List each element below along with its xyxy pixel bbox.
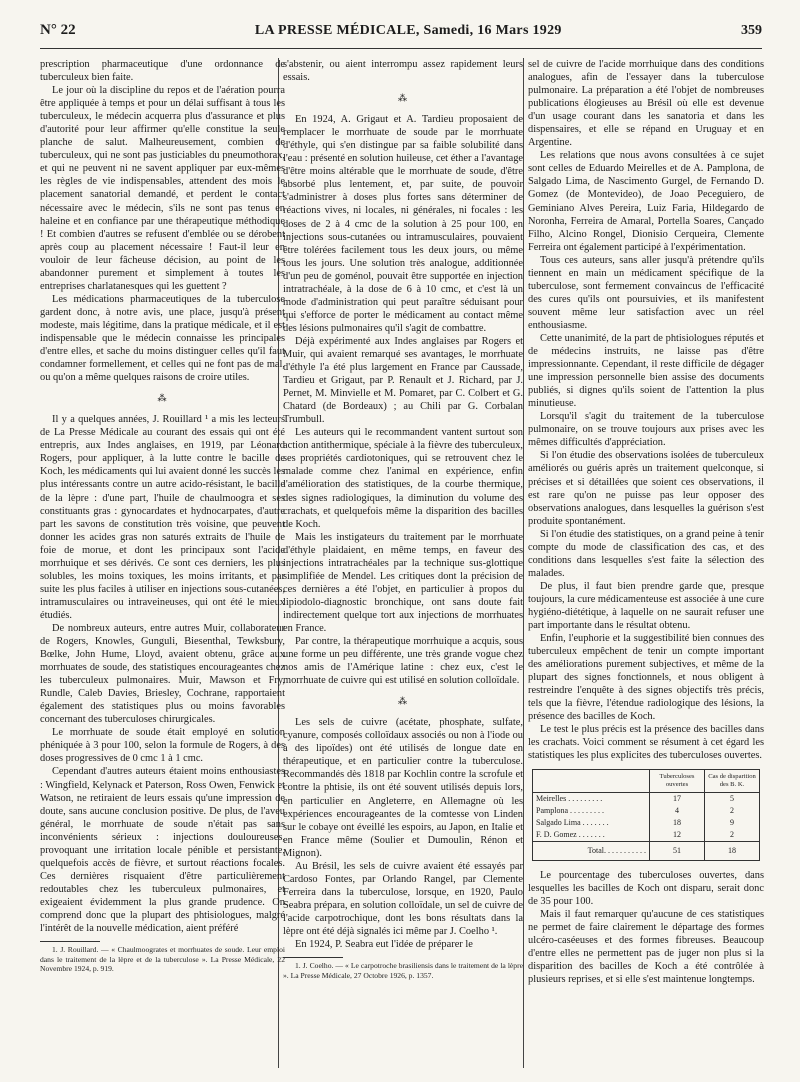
paragraph: Déjà expérimenté aux Indes anglaises par Rogers et Muir, qui avaient remarqué ses avantages, le morrhuate d'éthyle l'a été plus largement en France par Caussade, Tardieu et Grigaut, par P. Renault et J. Richard, par J. Pernet, M. Minvielle et M. Pomaret, par C. Colbert et G. Chatard (de Bordeaux) ; au Chili par G. Corbalan Trumbull. bbox=[283, 335, 523, 426]
table-header-open-cases: Tuberculoses ouvertes bbox=[650, 769, 705, 792]
paragraph: prescription pharmaceutique d'une ordonnance de tuberculeux bien faite. bbox=[40, 59, 285, 84]
table-cell-author: Pamplona . . . . . . . . . bbox=[536, 805, 604, 815]
paragraph: Le jour où la discipline du repos et de l'aération pourra être appliquée à temps et pour un délai suffisant à tous les tuberculeux, le médecin acquerra plus d'assurance et plus d'autorité pour leur affirmer qu'elle constitue la seule planche de salut. Malheureusement, combien de tuberculeux, qui ne sont pas justiciables du pneumothorax, et qui ne peuvent ni ne savent appliquer par eux-mêmes les règles de vie indispensables, attendent des mois le placement sanatorial demandé, et perdent le contact nécessaire avec le médecin, s'ils ne sont pas tenus en haleine et en confiance par une thérapeutique méthodique ! Et combien d'autres se refusent d'emblée ou se dérobent après coup au placement nécessaire ! Faut-il leur en vouloir de leur fâcheuse décision, au point de les abandonner purement et simplement à toutes les entreprises charlatanesques qui les guettent ? bbox=[40, 85, 285, 292]
paragraph: De plus, il faut bien prendre garde que, presque toujours, la cure médicamenteuse est associée à une cure hygiéno-diététique, à laquelle on ne saurait refuser une part importante dans le résultat obtenu. bbox=[528, 580, 764, 632]
section-separator: ⁂ bbox=[398, 696, 408, 707]
paragraph: sel de cuivre de l'acide morrhuique dans des conditions analogues, afin de l'essayer dans la tuberculose pulmonaire. La préparation a été l'objet de nombreuses publications élogieuses au Brésil où elle est devenue d'un usage courant dans les sanatoria et dans les dispensaires, et elle se répand en Uruguay et en Argentine. bbox=[528, 59, 764, 149]
table-header-row bbox=[533, 769, 760, 792]
table-cell-value: 5 bbox=[705, 792, 760, 805]
table-header-bk-disappearance: Cas de disparition des B. K. bbox=[705, 769, 760, 792]
paragraph: Cependant d'autres auteurs étaient moins enthousiastes : Wingfield, Kelynack et Paterson, Ross Owen, Fenwick et Watson, ne retiraient de leurs essais qu'une impression de doute, sans aucune conclusion positive. De plus, de l'aveu général, le morrhuate de soude n'était pas sans inconvénients sérieux : injections douloureuses, provoquant une irritation locale pénible et persistante, quelquefois accès de fièvre, et surtout réactions focales. Ces dernières risquaient d'être particulièrement redoutables chez les tuberculeux pulmonaires, et exigeaient évidemment la plus grande prudence. On comprend donc que la plupart des phtisiologues, malgré l'intérêt de la nouvelle médication, aient préféré bbox=[40, 766, 285, 935]
column-2 bbox=[283, 58, 523, 1076]
table-cell-value: 2 bbox=[705, 805, 760, 817]
table-row bbox=[533, 805, 760, 817]
column-1 bbox=[40, 58, 285, 1076]
header-rule bbox=[40, 48, 762, 49]
footnote-rule bbox=[283, 957, 343, 958]
table-header-blank bbox=[533, 769, 650, 792]
paragraph: Les médications pharmaceutiques de la tuberculose gardent donc, à notre avis, une place, jusqu'à présent modeste, mais légitime, dans la pratique médicale, et il est indispensable que le médecin connaisse les principales d'entre elles, et sache du moins distinguer celles qu'il faut condamner formellement, et celles qui ne font pas de mal, ou qu'on a même quelques raisons de croire utiles. bbox=[40, 293, 285, 384]
table-total-row bbox=[533, 841, 760, 860]
paragraph: Le morrhuate de soude était employé en solution phéniquée à 3 pour 100, selon la formule de Rogers, à des doses progressives de 0 cmc 1 à 1 cmc. bbox=[40, 727, 285, 765]
paragraph: Mais il faut remarquer qu'aucune de ces statistiques ne permet de faire clairement le départage des formes ulcéro-caséeuses et des formes fibreuses. Beaucoup d'entre elles ne permettent pas de juger non plus si la disparition des bacilles de Koch a été contrôlée à plusieurs reprises, et si elle s'est maintenue longtemps. bbox=[528, 908, 764, 985]
table-cell-value: 2 bbox=[705, 829, 760, 842]
table-cell-author: Salgado Lima . . . . . . . bbox=[536, 817, 609, 827]
page-number: 359 bbox=[741, 23, 762, 38]
table-total-value: 51 bbox=[650, 841, 705, 860]
paragraph: Au Brésil, les sels de cuivre avaient été essayés par Cardoso Fontes, par Orlando Rangel, par Clemente Ferreira dans la tuberculose, lorsque, en 1920, Paulo Seabra prépara, en solution colloïdale, un sel de cuivre de l'acide carpotrochique, dont les bons résultats dans la lèpre ont été déjà signalés ici même par J. Coelho ¹. bbox=[283, 860, 523, 937]
table-cell-value: 17 bbox=[650, 792, 705, 805]
column-3 bbox=[528, 58, 764, 1076]
footnote: 1. J. Coelho. — « Le carpotroche brasiliensis dans le traitement de la lèpre ». La Presse Médicale, 27 Octobre 1926, p. 1357. bbox=[283, 961, 523, 980]
paragraph: Il y a quelques années, J. Rouillard ¹ a mis les lecteurs de La Presse Médicale au courant des essais qui ont été entrepris, aux Indes anglaises, en 1919, par Léonard Rogers, pour appliquer, à la lutte contre le bacille de Koch, les médicaments qui lui avaient donné les succès les plus intéressants contre un autre acido-résistant, le bacille de la lèpre : d'une part, l'huile de chaulmoogra et ses constituants gras : gynocardates et hydnocarpates, d'autre part les savons de constitution très voisine, que peuvent donner les acides gras non saturés extraits de l'huile de foie de morue, et dont les principaux sont l'acide morrhuique et ses dérivés. Ce sont ces derniers, les plus solubles, les moins toxiques, les moins irritants, et par suite les plus faciles à utiliser en injections sous-cutanées, intramusculaires ou intraveineuses, qui ont été le mieux étudiés. bbox=[40, 414, 285, 621]
table-cell-author: Meirelles . . . . . . . . . bbox=[536, 793, 603, 803]
paragraph: Si l'on étudie des statistiques, on a grand peine à tenir compte du mode de classification des cas, et des conditions dans lesquelles s'est faite la sélection des malades. bbox=[528, 528, 764, 579]
paragraph: Le pourcentage des tuberculoses ouvertes, dans lesquelles les bacilles de Koch ont disparu, serait donc de 35 pour 100. bbox=[528, 869, 764, 907]
paragraph: Par contre, la thérapeutique morrhuique a acquis, sous une forme un peu différente, une très grande vogue chez nos amis de l'Amérique latine : chez eux, c'est le morrhuate de cuivre qui est utilisé en solution colloïdale. bbox=[283, 636, 523, 687]
paragraph: Si l'on étudie des observations isolées de tuberculeux améliorés ou guéris après un traitement quelconque, si précises et si détaillées que soient ces observations, il est rare qu'on ne puisse pas leur opposer des observations analogues, dans lesquelles la guérison s'est produite spontanément. bbox=[528, 450, 764, 527]
table-total-label: Total. . . . . . . . . . . bbox=[533, 841, 650, 860]
table-row bbox=[533, 829, 760, 842]
paragraph: Tous ces auteurs, sans aller jusqu'à prétendre qu'ils tiennent en main un médicament spécifique de la tuberculose, sont fermement convaincus de l'efficacité des cures qu'ils ont poursuivies, et ils manifestent souvent même leur satisfaction avec un réel enthousiasme. bbox=[528, 254, 764, 331]
page-header bbox=[40, 22, 762, 46]
table-cell-value: 12 bbox=[650, 829, 705, 842]
table-cell-value: 9 bbox=[705, 817, 760, 829]
paragraph: Les sels de cuivre (acétate, phosphate, sulfate, cyanure, composés colloïdaux associés ou non à l'iode ou à des lipoïdes) ont été utilisés de longue date en thérapeutique, et en particulier contre la tuberculose. Recommandés dès 1818 par Kochlin contre la scrofule et contre la phtisie, ils ont été souvent utilisés depuis lors, en particulier en Angleterre, en Allemagne où les expériences encourageantes de la comtesse von Linden sur le cobaye ont éveillé les espoirs, au Japon, en Italie et en France même (Soulier et Dumoulin, Rénon et Mignon). bbox=[283, 717, 523, 859]
table-total-value: 18 bbox=[705, 841, 760, 860]
column-divider-2 bbox=[523, 58, 524, 1068]
paragraph: Les relations que nous avons consultées à ce sujet sont celles de Eduardo Meirelles et de A. Pamplona, de Salgado Lima, de Nascimento Gurgel, de Fernando D. Gomez (de Montevideo), de Joao Peceguiero, de Geminiano Alves Pereira, Luiz Faria, Hildegardo de Noronha, Ferreira de Amaral, Portella Soares, Cançado Filho, Alcino Rongel, Dionisio Cerqueira, Clemente Ferreira ont également participé à l'expérimentation. bbox=[528, 150, 764, 253]
paragraph: En 1924, A. Grigaut et A. Tardieu proposaient de remplacer le morrhuate de soude par le morrhuate d'éthyle, qui s'en distingue par sa faible solubilité dans l'eau : présenté en solution huileuse, cet éther a l'avantage d'être moins altérable que le morrhuate de soude, d'être absorbé plus lentement, et, par suite, de pouvoir s'administrer à doses plus fortes sans déterminer de réactions vives, ni locales, ni générales, ni focales : les doses de 2 à 4 cmc de la solution à 25 pour 100, en injections sous-cutanées ou intramusculaires, pouvaient être tolérées facilement tous les deux jours, ou même tous les jours. Une solution très analogue, additionnée d'un peu de goménol, pouvait être supportée en injection intratrachéale, à la dose de 6 à 10 cmc, et c'est là un mode d'administration qui peut paraître séduisant pour qui s'efforce de porter le médicament au contact même des lésions pulmonaires qu'il s'agit de combattre. bbox=[283, 114, 523, 334]
statistics-table bbox=[532, 769, 760, 861]
paragraph: En 1924, P. Seabra eut l'idée de préparer le bbox=[295, 939, 473, 951]
table-cell-value: 18 bbox=[650, 817, 705, 829]
table-row bbox=[533, 817, 760, 829]
paragraph: Le test le plus précis est la présence des bacilles dans les crachats. Voici comment se résument à cet égard les statistiques les plus explicites des tuberculoses ouvertes. bbox=[528, 724, 764, 762]
paragraph: Lorsqu'il s'agit du traitement de la tuberculose pulmonaire, on se trouve toujours aux prises avec les mêmes difficultés d'appréciation. bbox=[528, 411, 764, 449]
journal-title: LA PRESSE MÉDICALE, Samedi, 16 Mars 1929 bbox=[254, 23, 562, 38]
table-cell-author: F. D. Gomez . . . . . . . bbox=[536, 829, 605, 839]
paragraph: s'abstenir, ou aient interrompu assez rapidement leurs essais. bbox=[283, 59, 523, 84]
footnote: 1. J. Rouillard. — « Chaulmoogrates et morrhuates de soude. Leur emploi dans le traitement de la lèpre et de la tuberculose ». La Presse Médicale, 22 Novembre 1924, p. 919. bbox=[40, 945, 285, 973]
footnote-rule bbox=[40, 941, 100, 942]
paragraph: Mais les instigateurs du traitement par le morrhuate d'éthyle plaidaient, en même temps, en faveur des injections intratrachéales par la technique sus-glottique simplifiée de Mendel. Les critiques dont la précision de ces dernières a été l'objet, en particulier à propos du lipiodolo-diagnostic bronchique, ont sans doute fait indirectement quelque tort aux injections de morrhuates en France. bbox=[283, 531, 523, 634]
table-cell-value: 4 bbox=[650, 805, 705, 817]
paragraph: Cette unanimité, de la part de phtisiologues réputés et de médecins instruits, ne laisse pas d'être impressionnante. Cependant, il reste difficile de dégager une impression personnelle bien assise des documents publiés, si dignes qu'ils soient de l'attention la plus minutieuse. bbox=[528, 332, 764, 410]
paragraph: De nombreux auteurs, entre autres Muir, collaborateur de Rogers, Knowles, Gunguli, Biesenthal, Tewksbury, Bœlke, John Hume, Lloyd, avaient obtenu, grâce aux morrhuates de soude, des statistiques encourageantes chez les tuberculeux pulmonaires. Muir, Mawson et Fry, Rundle, Caleb Davies, Briesley, Cochrane, rapportaient également des statistiques plus ou moins favorables concernant des tuberculoses chirurgicales. bbox=[40, 622, 285, 726]
paragraph: Enfin, l'euphorie et la suggestibilité bien connues des tuberculeux empêchent de tenir un compte important des améliorations purement subjectives, et même de la plupart des signes fonctionnels, et nous obligent à restreindre l'enquête à des signes objectifs très précis, tels que la fièvre, l'étendue radiologique des lésions, la présence des bacilles de Koch. bbox=[528, 633, 764, 723]
table-row bbox=[533, 792, 760, 805]
paragraph: Les auteurs qui le recommandent vantent surtout son action antithermique, spéciale à la fièvre des tuberculeux, ses propriétés cardiotoniques, qui se retrouvent chez le malade comme chez l'animal en expérience, enfin l'amélioration des statistiques, de la courbe thermique, des signes radiologiques, la diminution du volume des crachats, et quelquefois même la disparition des bacilles de Koch. bbox=[283, 427, 523, 530]
section-separator: ⁂ bbox=[157, 393, 168, 404]
section-separator: ⁂ bbox=[398, 93, 408, 104]
issue-number: N° 22 bbox=[40, 22, 76, 38]
